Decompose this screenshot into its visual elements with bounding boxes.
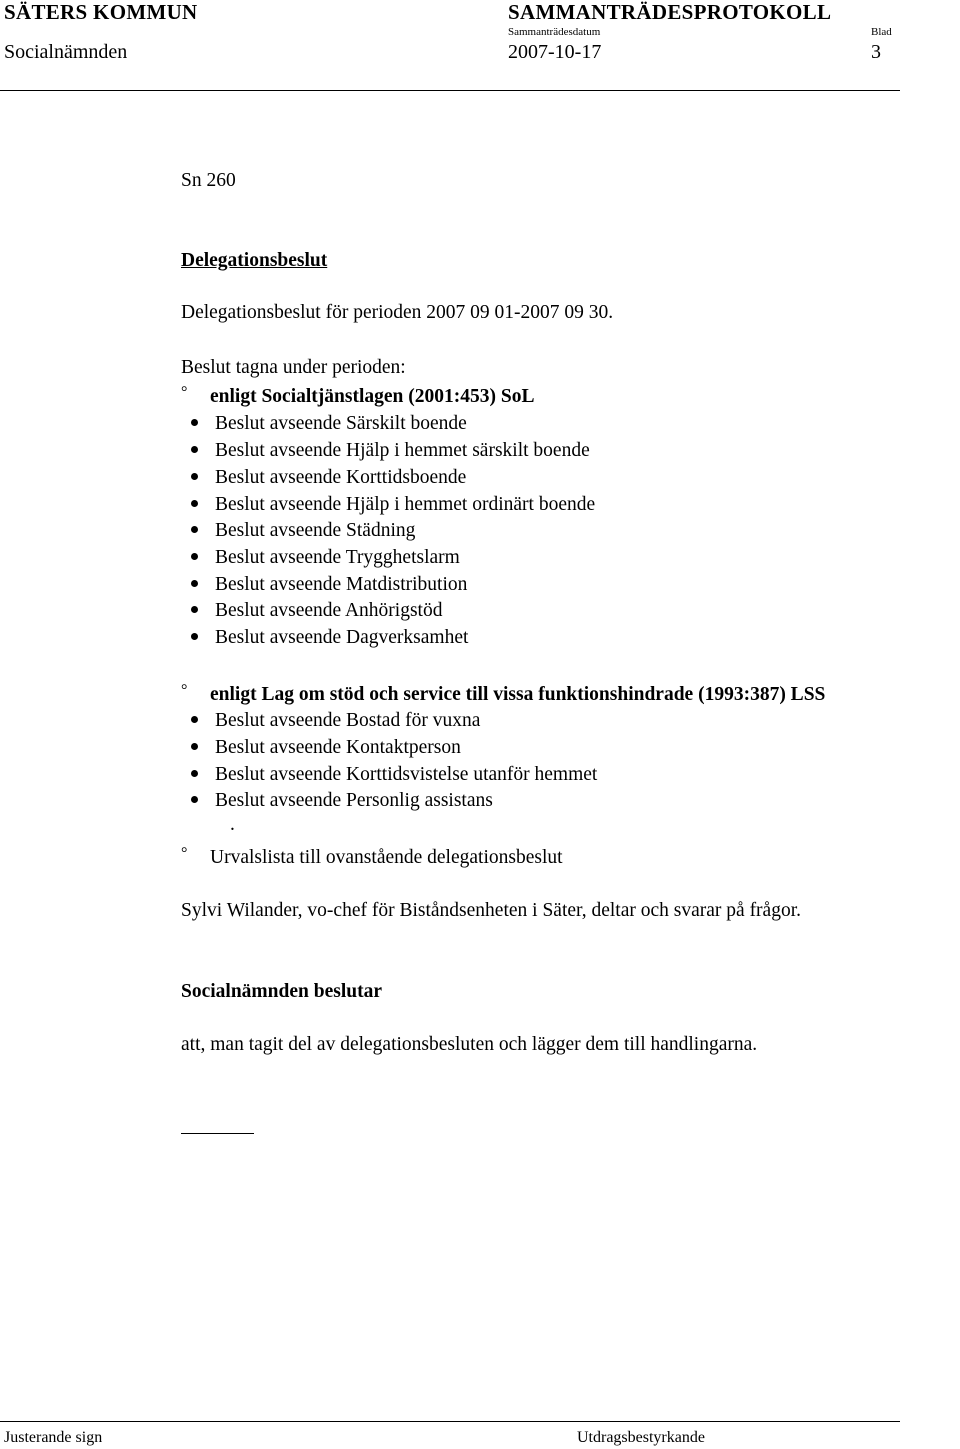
footer-rule	[0, 1421, 900, 1422]
bullet-icon	[191, 796, 198, 803]
list-item: Beslut avseende Personlig assistans	[191, 790, 493, 812]
committee-name: Socialnämnden	[4, 41, 128, 63]
page-number: 3	[871, 41, 881, 63]
decision-text: att, man tagit del av delegationsbesluten och lägger dem till handlingarna.	[181, 1034, 758, 1055]
closing-rule	[181, 1133, 254, 1134]
list-item: Beslut avseende Kontaktperson	[191, 737, 461, 759]
list-item: Beslut avseende Städning	[191, 520, 415, 542]
period-text: Delegationsbeslut för perioden 2007 09 01-2007 09 30.	[181, 302, 614, 323]
bullet-icon	[191, 770, 198, 777]
case-number: Sn 260	[181, 170, 236, 191]
bullet-icon	[191, 553, 198, 560]
degree-marker-icon: °	[181, 384, 188, 401]
decision-heading: Socialnämnden beslutar	[181, 981, 382, 1002]
list-item: Beslut avseende Särskilt boende	[191, 413, 467, 435]
list-item: Beslut avseende Dagverksamhet	[191, 627, 468, 649]
list-item: Beslut avseende Korttidsvistelse utanför hemmet	[191, 764, 597, 786]
list-item: Beslut avseende Matdistribution	[191, 574, 467, 596]
bullet-icon	[191, 419, 198, 426]
group-title-sol: enligt Socialtjänstlagen (2001:453) SoL	[210, 386, 535, 407]
degree-marker-icon: °	[181, 845, 188, 862]
list-item: Beslut avseende Hjälp i hemmet särskilt boende	[191, 440, 590, 462]
group-title-lss: enligt Lag om stöd och service till vissa funktionshindrade (1993:387) LSS	[210, 684, 826, 705]
bullet-icon	[191, 446, 198, 453]
bullet-icon	[191, 606, 198, 613]
bullet-icon	[191, 633, 198, 640]
organization-name: SÄTERS KOMMUN	[4, 0, 198, 24]
bullet-icon	[191, 743, 198, 750]
group-title-selection-list: Urvalslista till ovanstående delegationsbeslut	[210, 847, 563, 868]
case-title: Delegationsbeslut	[181, 250, 328, 271]
list-item: Beslut avseende Trygghetslarm	[191, 547, 460, 569]
page-label: Blad	[871, 26, 892, 38]
bullet-icon	[191, 716, 198, 723]
footer-justerande-sign: Justerande sign	[4, 1429, 103, 1446]
header-rule	[0, 90, 900, 91]
date-label: Sammanträdesdatum	[508, 26, 601, 38]
trailing-period: .	[230, 814, 235, 835]
bullet-icon	[191, 580, 198, 587]
bullet-icon	[191, 473, 198, 480]
bullet-icon	[191, 500, 198, 507]
meeting-date: 2007-10-17	[508, 41, 602, 63]
attendance-note: Sylvi Wilander, vo-chef för Biståndsenheten i Säter, deltar och svarar på frågor.	[181, 900, 802, 921]
list-item: Beslut avseende Bostad för vuxna	[191, 710, 480, 732]
list-item: Beslut avseende Anhörigstöd	[191, 600, 442, 622]
degree-marker-icon: °	[181, 682, 188, 699]
intro-text: Beslut tagna under perioden:	[181, 357, 406, 378]
bullet-icon	[191, 526, 198, 533]
list-item: Beslut avseende Hjälp i hemmet ordinärt boende	[191, 494, 595, 516]
footer-utdragsbestyrkande: Utdragsbestyrkande	[577, 1429, 705, 1446]
document-type: SAMMANTRÄDESPROTOKOLL	[508, 0, 832, 24]
list-item: Beslut avseende Korttidsboende	[191, 467, 466, 489]
